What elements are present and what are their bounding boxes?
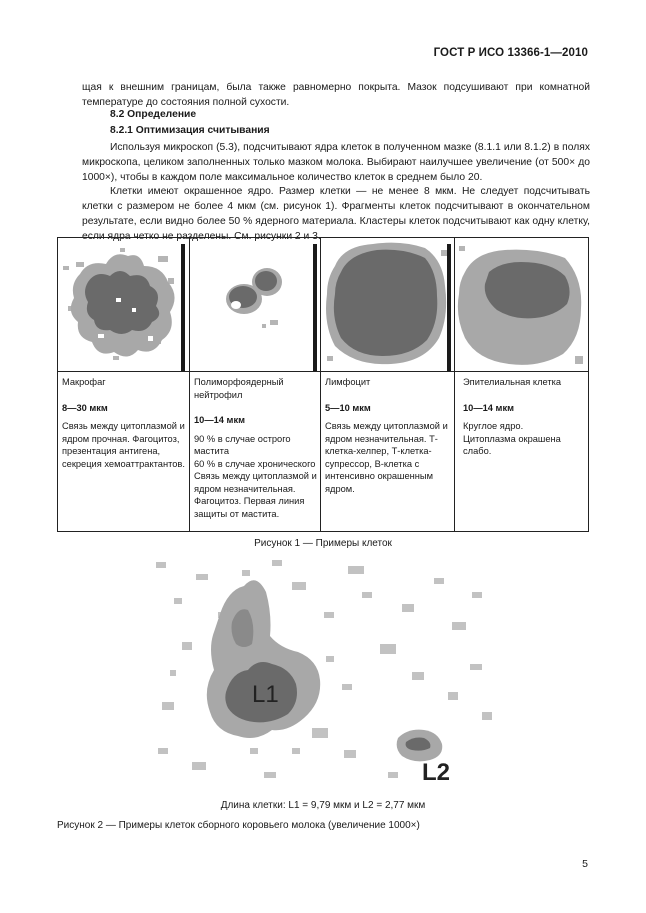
cell-length-text: Длина клетки: L1 = 9,79 мкм и L2 = 2,77 мкм	[220, 800, 426, 811]
cell-column-macrophage	[58, 238, 189, 531]
cell-description: 90 % в случае острого мастита 60 % в случае хронического Связь между цитоплазмой и ядром незначительная. Фагоцитоз. Первая линия защиты от мастита.	[194, 433, 317, 519]
neutrophil-image	[190, 238, 321, 371]
paragraph-text-2: Клетки имеют окрашенное ядро. Размер клетки — не менее 8 мкм. Не следует подсчитывать клетки с размером не более 4 мкм (см. рисунок 1). Фрагменты клеток подсчитывают в окончательном результате, если видно более 50 % ядерного материала. Кластеры клеток подсчитывают как одну клетку, если ядра четко не разделены. См. рисунки 2 и 3.	[82, 186, 590, 242]
image-marker	[181, 244, 185, 371]
cell-info-macrophage	[62, 376, 185, 470]
cell-name: Полиморфоядерный нейтрофил	[194, 377, 284, 400]
cell-examples-table	[57, 237, 589, 532]
cell-description: Круглое ядро. Цитоплазма окрашена слабо.	[463, 421, 561, 456]
intro-text: щая к внешним границам, была также равномерно покрыта. Мазок подсушивают при комнатной температуре до состояния полной сухости.	[82, 82, 590, 108]
cell-size: 10—14 мкм	[463, 402, 514, 413]
cell-info-epithelial	[463, 376, 585, 458]
paragraph-optimization	[82, 140, 590, 185]
cell-size: 5—10 мкм	[325, 402, 371, 413]
macrophage-image	[58, 238, 189, 371]
paragraph-text-1: Используя микроскоп (5.3), подсчитывают ядра клеток в полученном мазке (8.1.1 или 8.1.2) в полях микроскопа, целиком заполненных только мазком молока. Выбирают наилучшее увеличение (от 500× до 1000×), чтобы в каждом поле максимальное количество клеток в среднем было 20.	[82, 142, 590, 183]
paragraph-cells	[82, 184, 590, 244]
cell-size: 10—14 мкм	[194, 415, 245, 425]
figure1-caption: Рисунок 1 — Примеры клеток	[254, 538, 392, 549]
cell-size: 8—30 мкм	[62, 402, 108, 413]
cell-info-lymphocyte	[325, 376, 451, 495]
cell-name: Эпителиальная клетка	[463, 377, 562, 387]
cell-description: Связь между цитоплазмой и ядром прочная. Фагоцитоз, презентация антигена, секреция хемоаттрактантов.	[62, 421, 185, 469]
section-subheading: 8.2.1 Оптимизация считывания	[110, 125, 270, 136]
cell-label-l2: L2	[422, 759, 451, 786]
page-number: 5	[582, 858, 588, 870]
cell-column-epithelial	[454, 238, 589, 531]
epithelial-image	[455, 238, 589, 371]
cell-column-lymphocyte	[320, 238, 455, 531]
micrograph-image	[152, 552, 496, 796]
cell-label-l1: L1	[252, 681, 279, 708]
figure2-caption: Рисунок 2 — Примеры клеток сборного коровьего молока (увеличение 1000×)	[57, 820, 420, 831]
image-marker	[447, 244, 451, 371]
cell-name: Макрофаг	[62, 377, 106, 387]
cell-description: Связь между цитоплазмой и ядром незначительная. Т-клетка-хелпер, Т-клетка-супрессор, В-клетка с интенсивно окрашенным ядром.	[325, 421, 448, 494]
image-marker	[313, 244, 317, 371]
section-heading: 8.2 Определение	[110, 109, 197, 120]
cell-column-neutrophil	[189, 238, 321, 531]
lymphocyte-image	[321, 238, 455, 371]
intro-paragraph	[82, 80, 590, 110]
page-header: ГОСТ Р ИСО 13366-1—2010	[433, 47, 588, 59]
cell-info-neutrophil	[194, 376, 318, 520]
cell-name: Лимфоцит	[325, 377, 371, 387]
